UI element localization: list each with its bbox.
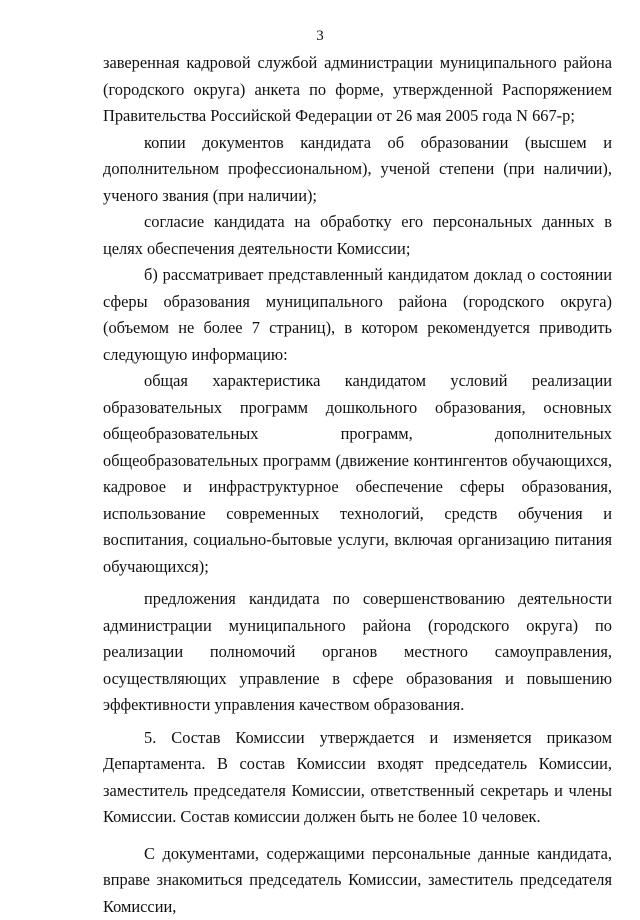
paragraph-general-characteristics: общая характеристика кандидатом условий реализации образовательных программ дошкольного образования, основных общеобразовательных программ, дополнительных общеобразовательных программ (движение контингентов обучающихся, кадровое и инфраструктурное обеспечение сферы образования, использование современных технологий, средств обучения и воспитания, социально-бытовые услуги, включая организацию питания обучающихся); [103, 368, 612, 580]
paragraph-report-review: б) рассматривает представленный кандидатом доклад о состоянии сферы образования муниципального района (городского округа) (объемом не более 7 страниц), в котором рекомендуется приводить следующую информацию: [103, 262, 612, 368]
paragraph-personal-data-access: С документами, содержащими персональные данные кандидата, вправе знакомиться председатель Комиссии, заместитель председателя Комиссии, [103, 841, 612, 920]
page-number: 3 [0, 28, 640, 45]
paragraph-candidate-proposals: предложения кандидата по совершенствованию деятельности администрации муниципального района (городского округа) по реализации полномочий органов местного самоуправления, осуществляющих управление в сфере образования и повышению эффективности управления качеством образования. [103, 586, 612, 719]
document-body [103, 50, 612, 920]
paragraph-education-documents: копии документов кандидата об образовании (высшем и дополнительном профессиональном), ученой степени (при наличии), ученого звания (при наличии); [103, 130, 612, 210]
paragraph-commission-composition: 5. Состав Комиссии утверждается и изменяется приказом Департамента. В состав Комиссии входят председатель Комиссии, заместитель председателя Комиссии, ответственный секретарь и члены Комиссии. Состав комиссии должен быть не более 10 человек. [103, 725, 612, 831]
paragraph-questionnaire: заверенная кадровой службой администрации муниципального района (городского округа) анкета по форме, утвержденной Распоряжением Правительства Российской Федерации от 26 мая 2005 года N 667-р; [103, 50, 612, 130]
paragraph-personal-data-consent: согласие кандидата на обработку его персональных данных в целях обеспечения деятельности Комиссии; [103, 209, 612, 262]
